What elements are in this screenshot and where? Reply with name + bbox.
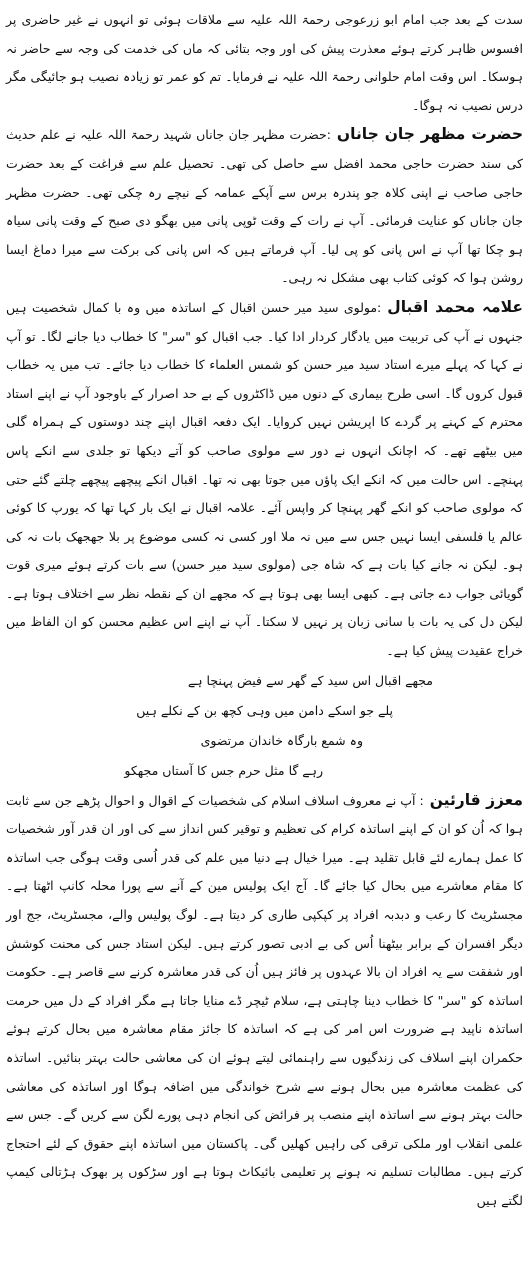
readers-heading: معزز قارئین [429,790,523,809]
verse-line-2: پلے جو اسکے دامن میں وہی کچھ بن کے نکلے ہیں [136,702,393,718]
iqbal-text: :مولوی سید میر حسن اقبال کے اساتذہ میں وہ با کمال شخصیت ہیں جنہوں نے آپ کی تربیت میں یادگار کردار ادا کیا۔ جب اقبال کو "سر" کا خطاب دیا جانے لگا۔ تو آپ نے کہا کہ پہلے میرے استاد سید میر حسن کو شمس العلماء کا خطاب دیا جائے۔ تب میں یہ خطاب قبول کروں گا۔ اسی طرح بیماری کے دنوں میں ڈاکٹروں کے بے حد اصرار کے باوجود آپ نے اپنے استاد محترم کے کہنے پر گردے کا اپریشن نہیں کروایا۔ ایک دفعہ اقبال اپنے چند دوستوں کے ہمراہ گلی میں بیٹھے تھے۔ کہ اچانک انہوں نے دور سے مولوی صاحب کو آتے دیکھا تو جلدی سے انکے پاس پہنچے۔ اس حالت میں کہ انکے ایک پاؤں میں جوتا بھی نہ تھا۔ اقبال انکے پیچھے پیچھے چلتے گئے حتی کہ مولوی صاحب کو انکے گھر پہنچا کر واپس آئے۔ علامہ اقبال نے ایک بار کہا تھا کہ یورپ کا کوئی عالم یا فلسفی ایسا نہیں جس سے میں نہ ملا اور کسی نہ کسی موضوع پر بلا جھجھک بات نہ کی ہو۔ لیکن نہ جانے کیا بات ہے کہ شاہ جی (مولوی سید میر حسن) سے بات کرتے ہوئے میری قوت گویائی جواب دے جاتی ہے۔ کبھی ایسا بھی ہوتا ہے کہ مجھے ان کے نقطہ نظر سے اختلاف ہوتا ہے۔ لیکن دل کی یہ بات با سانی زبان پر نہیں لا سکتا۔ آپ نے اپنے اس عظیم محسن کو ان الفاظ میں خراج عقیدت پیش کیا ہے۔ [6,299,523,659]
intro-paragraph [6,6,523,120]
intro-text: سدت کے بعد جب امام ابو زرعوجی رحمۃ اللہ علیہ سے ملاقات ہوئی تو انہوں نے غیر حاضری پر افسوس ظاہر کرتے ہوئے معذرت پیش کی اور وجہ بتائی کہ ماں کی خدمت کی وجہ سے حاضر نہ ہوسکا۔ اس وقت امام حلوانی رحمۃ اللہ علیہ نے فرمایا۔ تم کو عمر تو زیادہ نصیب ہو جائیگی مگر درس نصیب نہ ہوگا۔ [6,12,523,113]
verse-line-4: رہے گا مثل حرم جس کا آستاں مجھکو [124,762,323,778]
iqbal-heading: علامہ محمد اقبال [387,297,524,316]
verse-line-1: مجھے اقبال اس سید کے گھر سے فیض پہنچا ہے [187,672,433,688]
mazhar-text: :حضرت مظہر جان جاناں شہید رحمۃ اللہ علیہ نے علم حدیث کی سند حضرت حاجی محمد افضل سے حاصل کی تھی۔ تحصیل علم سے فراغت کے بعد حضرت حاجی صاحب نے اپنی کلاہ جو پندرہ برس سے آپکے عمامہ کے نیچے رہ چکی تھی۔ حضرت مظہر جان جاناں کو عنایت فرمائی۔ آپ نے رات کے وقت ٹوپی پانی میں بھگو دی صبح کے وقت پانی سیاہ ہو چکا تھا آپ نے اس پانی کو پی لیا۔ آپ فرماتے ہیں کہ اس پانی کی برکت سے میرا دماغ ایسا روشن ہوا کہ کوئی کتاب بھی مشکل نہ رہی۔ [6,127,523,286]
mazhar-heading: حضرت مظھر جان جاناں [336,125,523,144]
verse-line-3: وہ شمع بارگاہ خاندان مرتضوی [200,732,363,748]
readers-text: : آپ نے معروف اسلاف اسلام کی شخصیات کے اقوال و احوال پڑھے جن سے ثابت ہوا کہ اُن کو ان کے اپنے اساتذہ کرام کی تعظیم و توقیر کس انداز سے کی اور ان قدر آور شخصیات کا عمل ہمارے لئے قابل تقلید ہے۔ میرا خیال ہے دنیا میں علم کی قدر اُسی وقت ہوگی جب اساتذہ کا مقام معاشرے میں بحال کیا جائے گا۔ آج ایک پولیس مین کے آنے سے پورا محلہ کانپ اٹھتا ہے۔ مجسٹریٹ کا رعب و دبدبہ افراد پر کپکپی طاری کر دیتا ہے۔ لوگ پولیس والے، مجسٹریٹ، جج اور دیگر افسران کے برابر بیٹھنا اُس کی بے ادبی تصور کرتے ہیں۔ لیکن استاد جس کی محنت کوشش اور شفقت سے یہ افراد ان بالا عہدوں پر فائز ہیں اُن کی قدر معاشرہ کرنے سے قاصر ہے۔ حکومت اساتذہ کو "سر" کا خطاب دینا چاہتی ہے، سلام ٹیچر ڈے منایا جاتا ہے مگر افراد کے دل میں حرمت اساتذہ ناپید ہے ضرورت اس امر کی ہے کہ اساتذہ کا جائز مقام معاشرہ میں بحال کرتے ہوئے حکمران اپنے اسلاف کی زندگیوں سے راہنمائی لیتے ہوئے ان کی معاشی حالت بہتر بنائیں۔ اساتذہ کی عظمت معاشرہ میں بحال ہونے سے شرح خواندگی میں اضافہ ہوگا اور اساتذہ کی معاشی حالت بہتر ہونے سے اساتذہ اپنے منصب پر فرائض کی انجام دہی پورے لگن سے کریں گے۔ جس سے علمی انقلاب اور ملکی ترقی کی راہیں کھلیں گی۔ پاکستان میں اساتذہ اپنے حقوق کے لئے احتجاج کرتے ہیں۔ مطالبات تسلیم نہ ہونے پر تعلیمی بائیکاٹ ہوتا ہے اور سڑکوں پر بھوک ہڑتالی کیمپ لگتے ہیں [6,792,523,1208]
poem-verses [6,666,523,786]
readers-paragraph [6,786,523,1216]
mazhar-paragraph [6,120,523,293]
iqbal-paragraph [6,293,523,666]
